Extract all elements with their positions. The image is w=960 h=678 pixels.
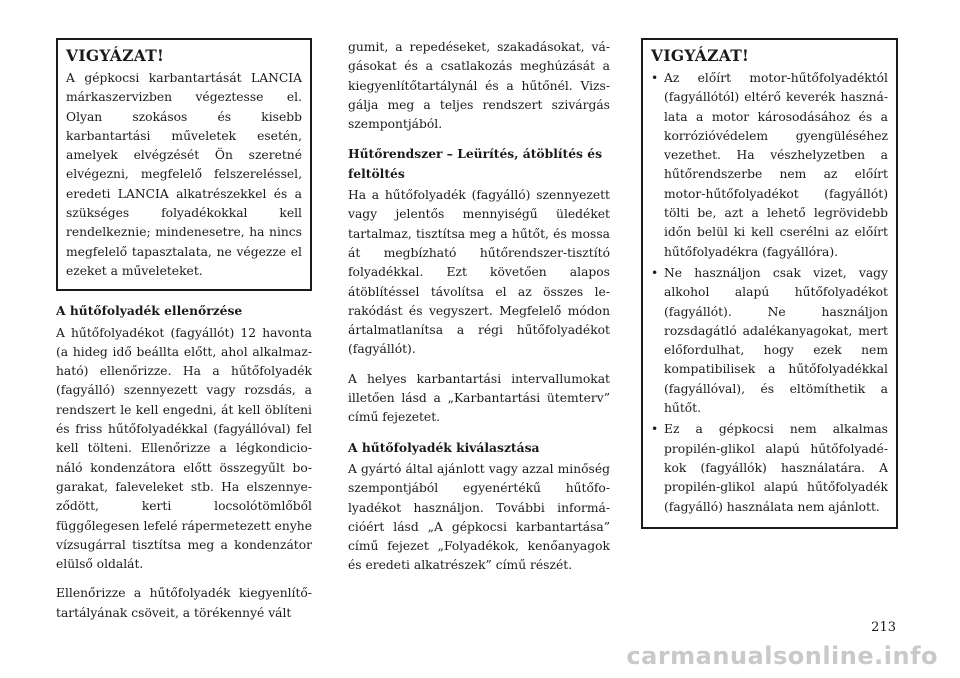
warning-bullet: • Ez a gépkocsi nem alkalmas propilén-glikol alapú hűtőfolyadékok (fagyállók) használatára. A propilén-glikol alapú hűtőfolyadék (fagyálló) használata nem ajánlott. (651, 420, 888, 516)
left-column (56, 38, 312, 633)
paragraph: gumit, a repedéseket, szakadásokat, vágásokat és a csatlakozás meghúzását a kiegyenlítőtartálynál és a hűtőnél. Vizsgálja meg a teljes rendszert szivárgás szempontjából. (348, 40, 610, 132)
paragraph: A hűtőfolyadékot (fagyállót) 12 havonta (a hideg idő beállta előtt, ahol alkalmazható) ellenőrizze. Ha a hűtőfolyadék (fagyálló) szennyezett vagy rozsdás, a rendszert le kell engedni, át kell öblíteni és friss hűtőfolyadékkal (fagyállóval) fel kell tölteni. Ellenőrizze a légkondicionáló kondenzátora előtt összegyűlt bogarakat, faleveleket stb. Ha elszennyeződött, kerti locsolótömlőből függőlegesen lefelé rápermetezett enyhe vízsugárral tisztítsa meg a kondenzátor elülső oldalát. (56, 325, 312, 572)
watermark-text: carmanualsonline.info (626, 642, 938, 670)
right-column (641, 38, 898, 529)
warning-box (56, 38, 312, 291)
warning-text: A gépkocsi karbantartását LANCIA márkaszervizben végeztesse el. Olyan szokásos és kisebb karbantartási műveletek esetén, amelyek elvégzését Ön szeretné elvégezni, megfelelő felszereléssel, eredeti LANCIA alkatrészekkel és a szükséges folyadékokkal kell rendelkeznie; mindenesetre, ha nincs megfelelő tapasztalata, ne végezze el ezeket a műveleteket. (66, 71, 302, 278)
paragraph: A helyes karbantartási intervallumokat illetően lásd a „Karbantartási ütemterv” című fejezetet. (348, 371, 610, 425)
warning-title: VIGYÁZAT! (66, 46, 165, 65)
warning-bullet: • Ne használjon csak vizet, vagy alkohol alapú hűtőfolyadékot (fagyállót). Ne használjon rozsdagátló adalékanyagokat, mert előfordulhat, hogy ezek nem kompatibilisek a hűtőfolyadékkal (fagyállóval), és eltömíthetik a hűtőt. (651, 264, 888, 418)
warning-bullet: • Az előírt motor-hűtőfolyadéktól (fagyállótól) eltérő keverék használata a motor károsodásához és a korrózióvédelem gyengüléséhez vezethet. Ha vészhelyzetben a hűtőrendszerbe nem az előírt motor-hűtőfolyadékot (fagyállót) tölti be, azt a lehető legrövidebb időn belül ki kell cserélni az előírt hűtőfolyadékra (fagyállóra). (651, 69, 888, 262)
warning-list (651, 69, 888, 517)
section-heading-coolant-selection: A hűtőfolyadék kiválasztása (348, 439, 540, 455)
section-heading-coolant-check: A hűtőfolyadék ellenőrzése (56, 303, 243, 319)
page-number: 213 (871, 620, 896, 635)
warning-box (641, 38, 898, 529)
middle-column (348, 38, 610, 586)
warning-title: VIGYÁZAT! (651, 46, 750, 65)
paragraph: Ha a hűtőfolyadék (fagyálló) szennyezett vagy jelentős mennyiségű üledéket tartalmaz, tisztítsa meg a hűtőt, és mossa át megbízható hűtőrendszer-tisztító folyadékkal. Ezt követően alapos átöblítéssel távolítsa el az összes lerakódást és vegyszert. Megfelelő módon ártalmatlanítsa a régi hűtőfolyadékot (fagyállót). (348, 188, 610, 357)
paragraph: A gyártó által ajánlott vagy azzal minőség szempontjából egyenértékű hűtőfolyadékot használjon. További információért lásd „A gépkocsi karbantartása” című fejezet „Folyadékok, kenőanyagok és eredeti alkatrészek” című részét. (348, 461, 610, 573)
section-heading-drain-flush: Hűtőrendszer – Leürítés, átöblítés és feltöltés (348, 146, 602, 181)
paragraph: Ellenőrizze a hűtőfolyadék kiegyenlítőtartályának csöveit, a törékennyé vált (56, 586, 312, 620)
